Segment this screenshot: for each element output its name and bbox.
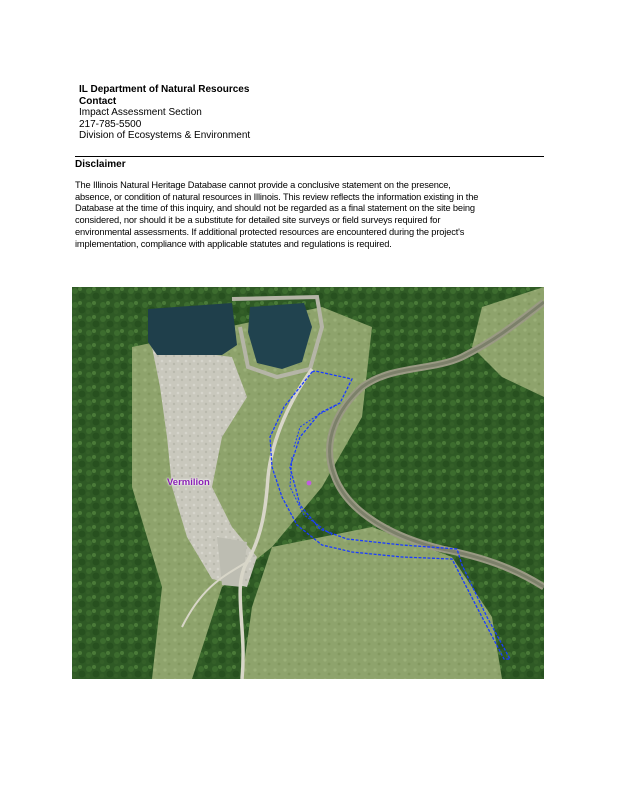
divider-line <box>75 156 544 157</box>
disclaimer-text <box>75 180 545 250</box>
contact-heading: Contact <box>79 95 117 107</box>
map-label: Vermilion <box>167 477 210 488</box>
disclaimer-line: environmental assessments. If additional protected resources are encountered during the project's <box>75 226 465 237</box>
phone-number: 217-785-5500 <box>79 118 142 130</box>
site-marker <box>307 481 312 486</box>
disclaimer-line: The Illinois Natural Heritage Database cannot provide a conclusive statement on the presence, <box>75 180 451 190</box>
disclaimer-line: absence, or condition of natural resources in Illinois. This review reflects the information existing in the <box>75 191 479 202</box>
section-name: Impact Assessment Section <box>79 107 202 119</box>
org-name: IL Department of Natural Resources <box>79 84 250 95</box>
aerial-map-image <box>72 287 544 679</box>
division-name: Division of Ecosystems & Environment <box>79 130 251 142</box>
aerial-map <box>72 287 544 679</box>
disclaimer-line: considered, nor should it be a substitute for detailed site surveys or field surveys required for <box>75 215 441 226</box>
disclaimer-line: Database at the time of this inquiry, and should not be regarded as a final statement on the site being <box>75 203 475 214</box>
disclaimer-line: implementation, compliance with applicable statutes and regulations is required. <box>75 238 392 249</box>
contact-block <box>79 84 250 142</box>
disclaimer-title: Disclaimer <box>75 159 126 170</box>
